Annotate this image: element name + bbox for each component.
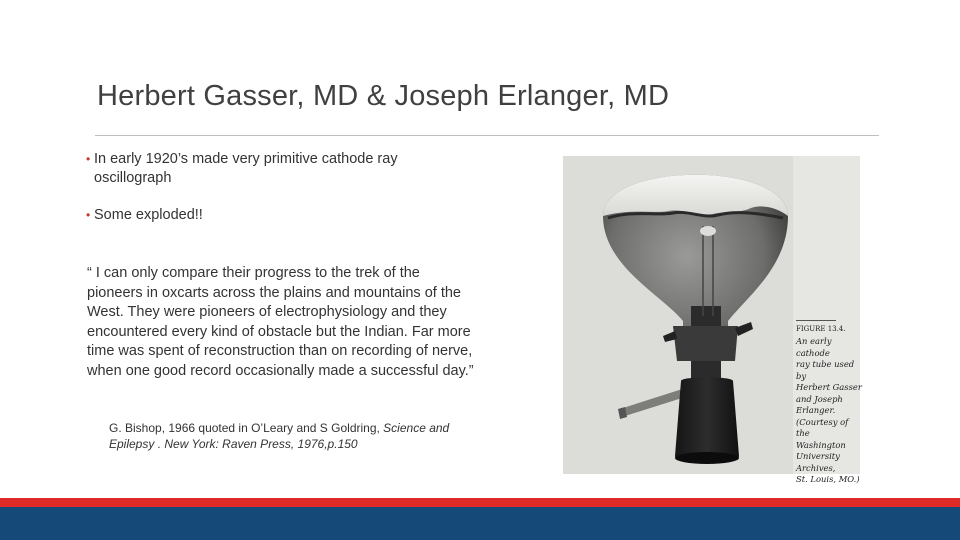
bullet-text: In early 1920’s made very primitive cathode ray oscillograph xyxy=(94,151,398,186)
citation-author: G. Bishop, 1966 quoted in O’Leary and S Goldring, xyxy=(109,421,380,435)
bullet-text: Some exploded!! xyxy=(94,207,203,223)
bullet-item xyxy=(86,150,476,188)
bullet-dot-icon: • xyxy=(86,208,91,222)
figure-label: FIGURE 13.4. xyxy=(796,325,846,333)
citation-work: Science and Epilepsy . New York: Raven Press, 1976,p.150 xyxy=(109,421,450,451)
bullet-list xyxy=(86,150,476,243)
bishop-quote: “ I can only compare their progress to the trek of the pioneers in oxcarts across the plains and mountains of the West. They were pioneers of electrophysiology and they encountered every kind of obstacle but the Indian. Far more time was spent of reconstruction than on recording of nerve, when one good record occasionally made a successful day.” xyxy=(87,265,474,379)
caption-rule xyxy=(796,320,836,321)
photo-caption xyxy=(796,320,864,486)
slide-title: Herbert Gasser, MD & Joseph Erlanger, MD xyxy=(97,80,670,112)
footer-accent-band xyxy=(0,498,960,507)
title-divider xyxy=(95,135,879,136)
bullet-dot-icon: • xyxy=(86,152,91,166)
caption-text: An early cathode ray tube used by Herbert Gasser and Joseph Erlanger. (Courtesy of the Washington University Archives, St. Louis, MO.) xyxy=(796,336,862,484)
bullet-item xyxy=(86,206,476,225)
quote-citation xyxy=(109,421,479,452)
footer-band xyxy=(0,507,960,540)
